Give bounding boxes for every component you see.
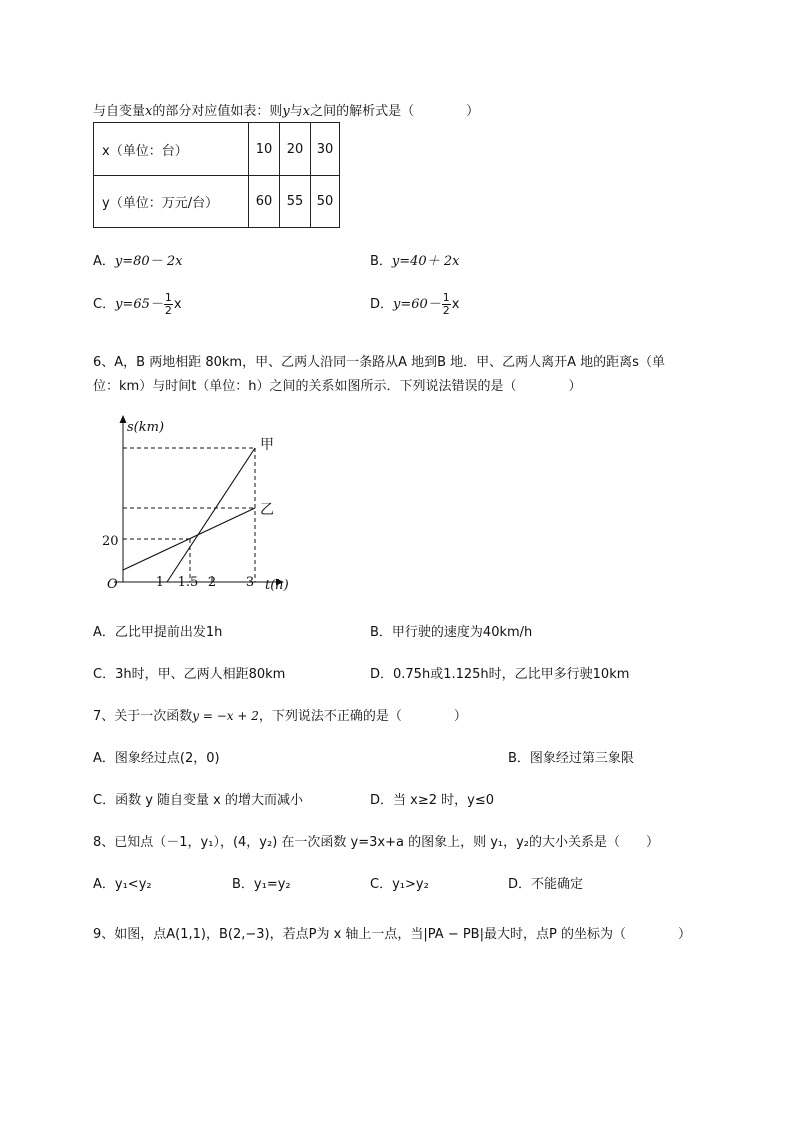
q8-option-d[interactable]: D．不能确定 bbox=[508, 877, 584, 892]
q5-stem: 与自变量x的部分对应值如表：则y与x之间的解析式是（ ） bbox=[93, 104, 480, 119]
fraction: $\frac{1}{2}$ bbox=[164, 291, 172, 317]
x-tick-label: 2 bbox=[207, 575, 217, 590]
q6-option-a[interactable]: A．乙比甲提前出发1h bbox=[93, 625, 223, 640]
q6-stem-line1: 6、A，B 两地相距 80km，甲、乙两人沿同一条路从A 地到B 地．甲、乙两人离开A 地的距离s（单 bbox=[93, 355, 665, 370]
label-jia: 甲 bbox=[260, 437, 274, 453]
q7-option-d[interactable]: D．当 x≥2 时，y≤0 bbox=[370, 793, 494, 808]
q8-option-c[interactable]: C．y₁>y₂ bbox=[370, 877, 429, 892]
q8-stem: 8、已知点（－1，y₁），(4，y₂) 在一次函数 y=3x+a 的图象上，则 y₁，y₂的大小关系是（ ） bbox=[93, 835, 660, 850]
y-axis-label: s(km) bbox=[127, 420, 165, 435]
table-cell: 10 bbox=[249, 123, 280, 176]
q9-stem: 9、如图，点A(1,1)，B(2,−3)，若点P为 x 轴上一点，当|PA − PB|最大时，点P 的坐标为（ ） bbox=[93, 927, 691, 942]
q5-option-c[interactable]: C．y=65－ $\frac{1}{2}$ x bbox=[93, 291, 182, 317]
line-yi bbox=[123, 508, 255, 570]
x-tick-label: 1.5 bbox=[177, 575, 199, 590]
q8-option-a[interactable]: A．y₁<y₂ bbox=[93, 877, 152, 892]
q5-option-d[interactable]: D．y=60－ $\frac{1}{2}$ x bbox=[370, 291, 460, 317]
table-cell: 55 bbox=[280, 176, 311, 228]
table-row-label: y（单位：万元/台） bbox=[94, 176, 249, 228]
fraction: $\frac{1}{2}$ bbox=[442, 291, 450, 317]
value-table bbox=[93, 122, 340, 228]
y-axis-arrow bbox=[120, 415, 127, 423]
q6-stem-line2: 位：km）与时间t（单位：h）之间的关系如图所示．下列说法错误的是（ ） bbox=[93, 379, 582, 394]
q8-option-b[interactable]: B．y₁=y₂ bbox=[232, 877, 291, 892]
x-axis-label: t(h) bbox=[265, 578, 289, 593]
y-tick-label: 20 bbox=[102, 534, 119, 549]
x-tick-label: 3 bbox=[245, 575, 255, 590]
q7-option-a[interactable]: A．图象经过点(2，0) bbox=[93, 751, 220, 766]
table-cell: 50 bbox=[311, 176, 340, 228]
q7-option-c[interactable]: C．函数 y 随自变量 x 的增大而减小 bbox=[93, 793, 303, 808]
table-cell: 20 bbox=[280, 123, 311, 176]
q7-option-b[interactable]: B．图象经过第三象限 bbox=[508, 751, 634, 766]
table-cell: 30 bbox=[311, 123, 340, 176]
table-row-label: x（单位：台） bbox=[94, 123, 249, 176]
q6-option-c[interactable]: C．3h时，甲、乙两人相距80km bbox=[93, 667, 286, 682]
q5-option-a[interactable]: A．y=80－ 2x bbox=[93, 254, 183, 269]
q5-option-b[interactable]: B．y=40＋ 2x bbox=[370, 254, 460, 269]
q6-option-d[interactable]: D．0.75h或1.125h时，乙比甲多行驶10km bbox=[370, 667, 630, 682]
q6-option-b[interactable]: B．甲行驶的速度为40km/h bbox=[370, 625, 533, 640]
label-yi: 乙 bbox=[260, 502, 274, 518]
origin-label: O bbox=[107, 577, 118, 592]
distance-time-graph bbox=[100, 410, 300, 600]
line-jia bbox=[167, 448, 255, 582]
x-tick-label: 1 bbox=[155, 575, 164, 590]
table-cell: 60 bbox=[249, 176, 280, 228]
q7-stem: 7、关于一次函数y = −x + 2，下列说法不正确的是（ ） bbox=[93, 709, 467, 724]
